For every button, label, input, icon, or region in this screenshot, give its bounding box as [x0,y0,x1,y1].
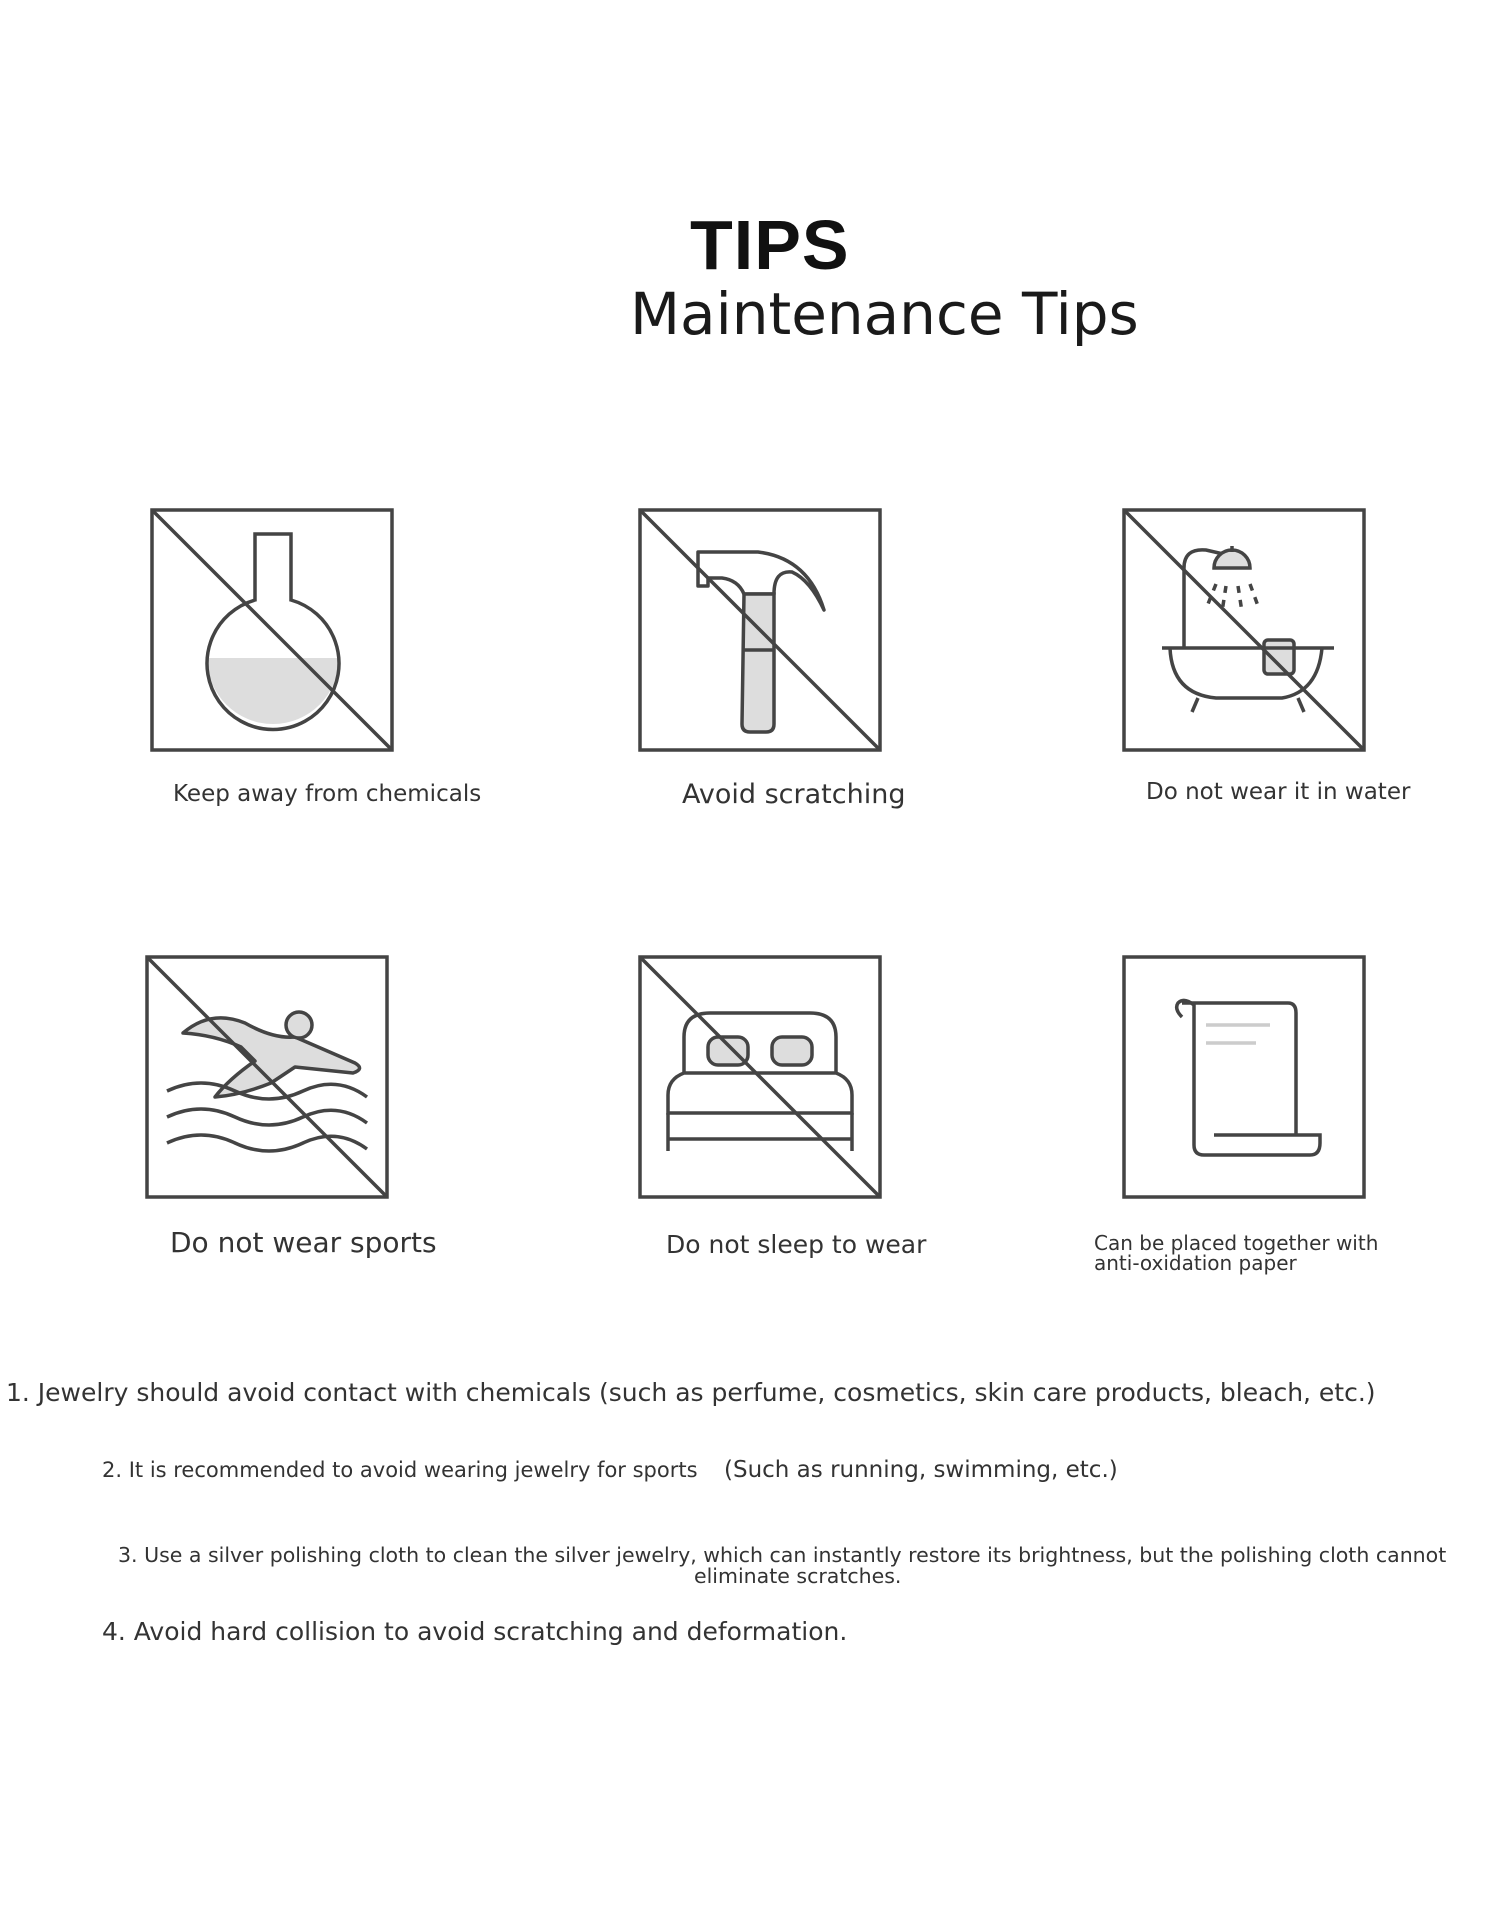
icon-label-paper-line1: Can be placed together with [1094,1231,1379,1255]
icon-label-paper [1094,1233,1378,1273]
swimmer-icon [145,955,389,1199]
tip-2: 2. It is recommended to avoid wearing jewelry for sports [102,1458,698,1482]
hammer-icon [638,508,882,752]
page-title: TIPS [690,206,850,284]
icon-label-paper-line2: anti-oxidation paper [1094,1251,1297,1275]
bed-icon [638,955,882,1199]
icon-label-water: Do not wear it in water [1146,779,1411,805]
page-subtitle: Maintenance Tips [630,280,1139,348]
icon-label-sleep: Do not sleep to wear [666,1230,927,1259]
tip-3-cont: eliminate scratches. [694,1564,902,1588]
tip-4: 4. Avoid hard collision to avoid scratching and deformation. [102,1617,848,1646]
tip-2-note: (Such as running, swimming, etc.) [724,1457,1118,1483]
icon-label-scratching: Avoid scratching [682,779,906,810]
paper-scroll-icon [1122,955,1366,1199]
bathtub-shower-icon [1122,508,1366,752]
tip-1: 1. Jewelry should avoid contact with chemicals (such as perfume, cosmetics, skin care products, bleach, etc.) [6,1378,1376,1407]
icon-label-sports: Do not wear sports [170,1226,437,1259]
flask-icon [150,508,394,752]
icon-label-chemicals: Keep away from chemicals [173,781,482,807]
tip-3: 3. Use a silver polishing cloth to clean the silver jewelry, which can instantly restore its brightness, but the polishing cloth cannot [118,1543,1447,1567]
